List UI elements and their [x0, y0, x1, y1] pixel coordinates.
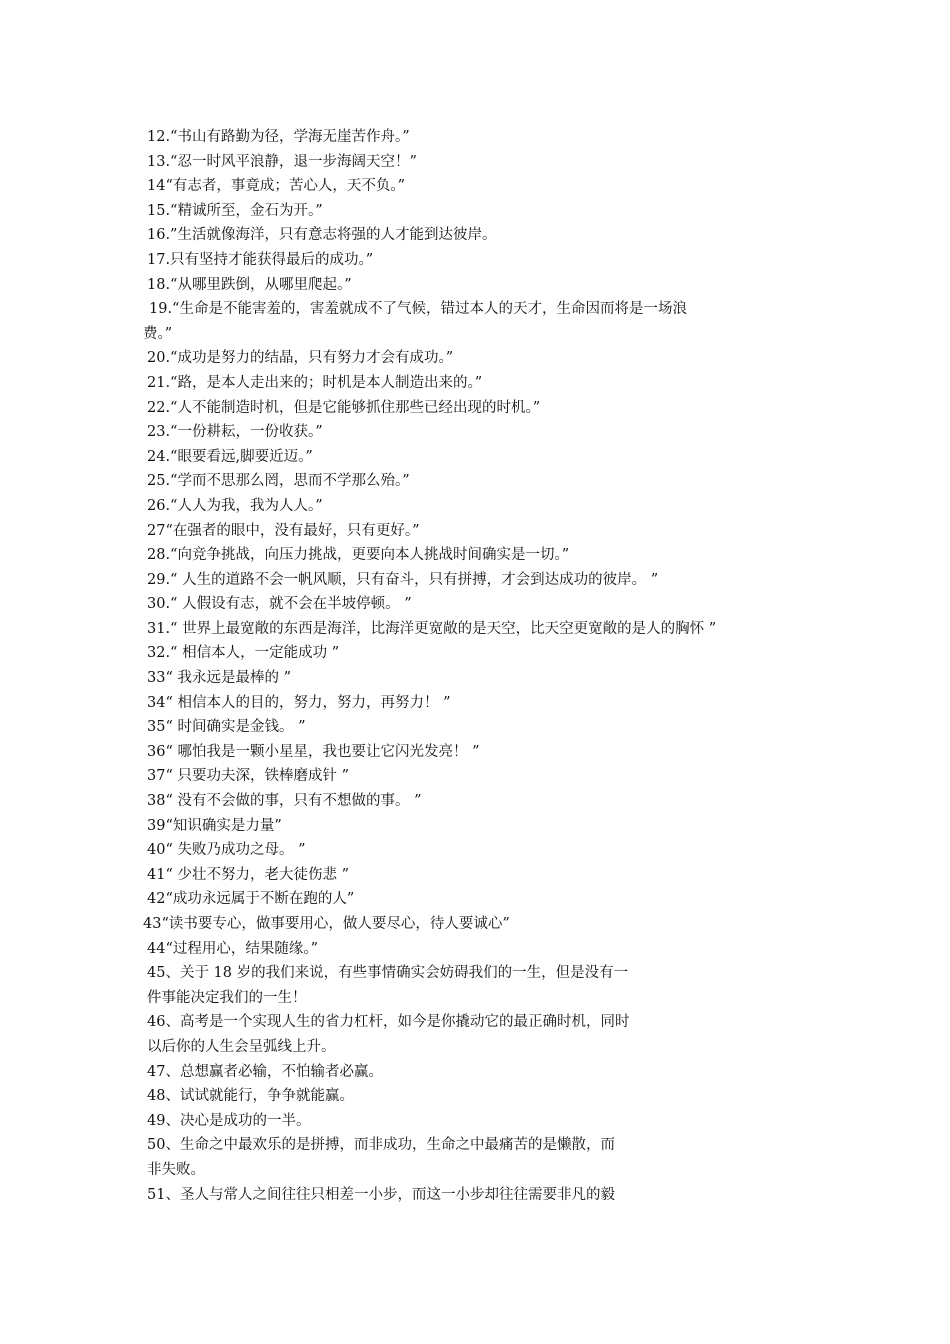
text-line: 29.“ 人生的道路不会一帆风顺，只有奋斗，只有拼搏，才会到达成功的彼岸。 ”: [147, 571, 659, 588]
text-line: 22.“人不能制造时机，但是它能够抓住那些已经出现的时机。”: [147, 399, 541, 416]
text-line: 43“读书要专心，做事要用心，做人要尽心，待人要诚心”: [143, 916, 510, 932]
text-line: 46、高考是一个实现人生的省力杠杆，如今是你撬动它的最正确时机，同时: [147, 1014, 630, 1031]
text-line: 32.“ 相信本人，一定能成功 ”: [147, 645, 340, 662]
text-line: 20.“成功是努力的结晶，只有努力才会有成功。”: [147, 350, 454, 367]
text-line: 15.“精诚所至，金石为开。”: [147, 202, 323, 219]
text-line: 25.“学而不思那么罔，思而不学那么殆。”: [147, 473, 410, 490]
text-line: 18.“从哪里跌倒，从哪里爬起。”: [147, 276, 352, 293]
text-line: 36“ 哪怕我是一颗小星星，我也要让它闪光发亮！ ”: [147, 743, 480, 760]
text-line: 33“ 我永远是最棒的 ”: [147, 670, 291, 687]
text-line: 41“ 少壮不努力，老大徒伤悲 ”: [147, 866, 349, 883]
text-line: 44“过程用心，结果随缘。”: [147, 940, 319, 957]
text-line: 51、圣人与常人之间往往只相差一小步，而这一小步却往往需要非凡的毅: [147, 1186, 615, 1203]
text-line: 21.“路，是本人走出来的；时机是本人制造出来的。”: [147, 374, 483, 391]
text-line: 40“ 失败乃成功之母。 ”: [147, 842, 306, 859]
text-line: 件事能决定我们的一生！: [147, 989, 307, 1006]
text-line: 28.“向竞争挑战，向压力挑战，更要向本人挑战时间确实是一切。”: [147, 547, 570, 564]
text-line: 30.“ 人假设有志，就不会在半坡停顿。 ”: [147, 596, 412, 613]
text-line: 49、决心是成功的一半。: [147, 1112, 311, 1129]
text-line: 27“在强者的眼中，没有最好，只有更好。”: [147, 522, 420, 539]
text-line: 48、试试就能行，争争就能赢。: [147, 1088, 354, 1105]
text-line: 17.只有坚持才能获得最后的成功。”: [147, 251, 374, 268]
text-line: 35“ 时间确实是金钱。 ”: [147, 719, 306, 736]
text-line: 非失败。: [147, 1161, 205, 1178]
text-line: 14“有志者，事竟成；苦心人，天不负。”: [147, 178, 406, 195]
text-line: 26.“人人为我，我为人人。”: [147, 497, 323, 514]
text-line: 31.“ 世界上最宽敞的东西是海洋，比海洋更宽敞的是天空，比天空更宽敞的是人的胸怀 ”: [147, 620, 717, 637]
text-line: 19.“生命是不能害羞的，害羞就成不了气候，错过本人的天才，生命因而将是一场浪: [149, 301, 687, 318]
text-line: 47、总想赢者必输，不怕输者必赢。: [147, 1063, 383, 1080]
text-line: 42“成功永远属于不断在跑的人”: [147, 891, 355, 908]
text-line: 45、关于 18 岁的我们来说，有些事情确实会妨碍我们的一生，但是没有一: [147, 965, 629, 982]
text-line: 37“ 只要功夫深，铁棒磨成针 ”: [147, 768, 349, 785]
text-line: 24.“眼要看远,脚要近迈。”: [147, 448, 313, 465]
text-line: 34“ 相信本人的目的，努力，努力，再努力！ ”: [147, 694, 451, 711]
text-line: 12.“书山有路勤为径，学海无崖苦作舟。”: [147, 129, 410, 145]
text-line: 39“知识确实是力量”: [147, 817, 282, 834]
text-line: 38“ 没有不会做的事，只有不想做的事。 ”: [147, 793, 422, 810]
text-line: 13.“忍一时风平浪静，退一步海阔天空！”: [147, 153, 417, 170]
text-line: 16.”生活就像海洋，只有意志将强的人才能到达彼岸。: [147, 227, 497, 244]
text-line: 23.“一份耕耘，一份收获。”: [147, 424, 323, 441]
text-line: 费。”: [143, 325, 173, 342]
text-line: 50、生命之中最欢乐的是拼搏，而非成功，生命之中最痛苦的是懒散，而: [147, 1137, 615, 1154]
document-body: [143, 125, 827, 1207]
text-line: 以后你的人生会呈弧线上升。: [147, 1038, 336, 1055]
